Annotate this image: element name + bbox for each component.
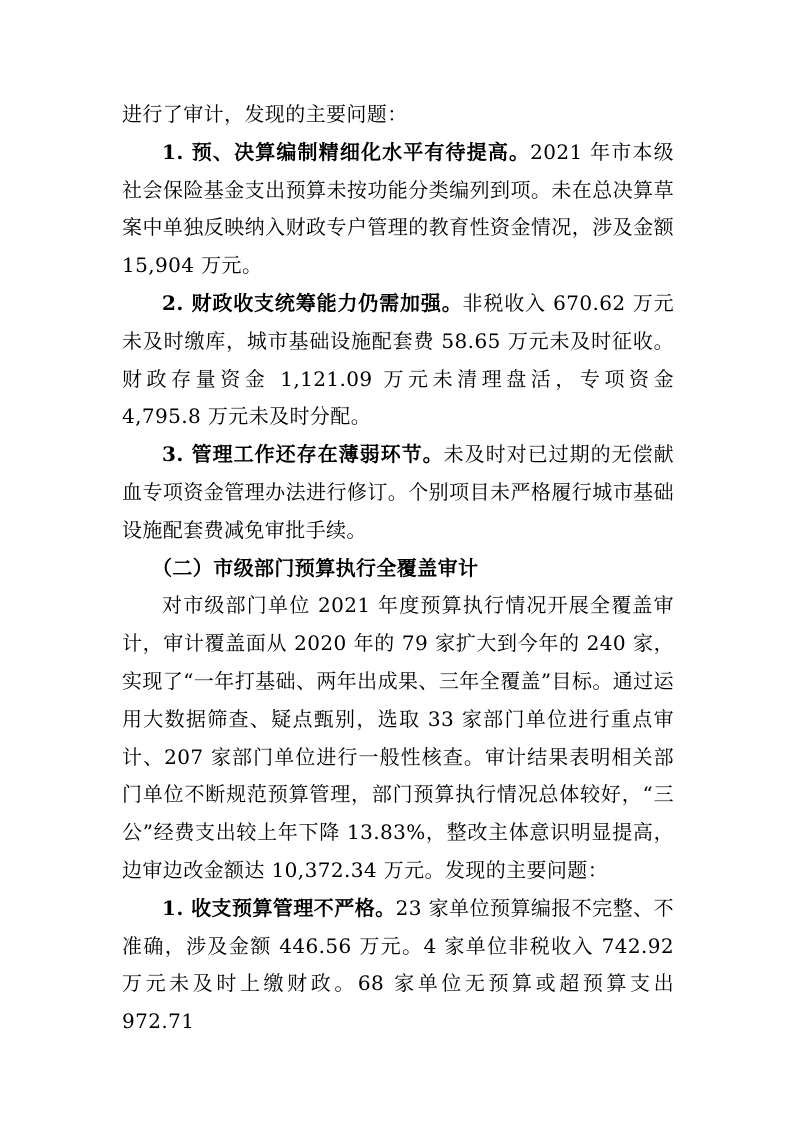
issue-heading: 3. 管理工作还存在薄弱环节。 xyxy=(162,442,444,467)
document-body xyxy=(122,96,674,1041)
paragraph-text: 对市级部门单位 2021 年度预算执行情况开展全覆盖审计，审计覆盖面从 2020 年的 79 家扩大到今年的 240 家，实现了“一年打基础、两年出成果、三年全覆盖”目标。通过运用大数据筛查、疑点甄别，选取 33 家部门单位进行重点审计、207 家部门单位进行一般性核查。审计结果表明相关部门单位不断规范预算管理，部门预算执行情况总体较好，“三公”经费支出较上年下降 13.83%，整改主体意识明显提高，边审边改金额达 10,372.34 万元。发现的主要问题： xyxy=(122,593,674,882)
issue-heading: 2. 财政收支统筹能力仍需加强。 xyxy=(162,290,463,315)
paragraph-section-summary xyxy=(122,587,674,889)
paragraph-intro-continuation xyxy=(122,96,674,134)
paragraph-issue-3 xyxy=(122,436,674,549)
issue-heading: 1. 预、决算编制精细化水平有待提高。 xyxy=(162,139,531,164)
paragraph-text: 2021 年市本级社会保险基金支出预算未按功能分类编列到项。未在总决算草案中单独反映纳入财政专户管理的教育性资金情况，涉及金额 15,904 万元。 xyxy=(122,139,674,278)
paragraph-issue-1 xyxy=(122,134,674,285)
section-heading: （二）市级部门预算执行全覆盖审计 xyxy=(152,555,479,580)
paragraph-text: 非税收入 670.62 万元未及时缴库，城市基础设施配套费 58.65 万元未及时征收。财政存量资金 1,121.09 万元未清理盘活，专项资金 4,795.8 万元未及时分配。 xyxy=(122,290,674,429)
paragraph-text: 23 家单位预算编报不完整、不准确，涉及金额 446.56 万元。4 家单位非税收入 742.92 万元未及时上缴财政。68 家单位无预算或超预算支出 972.71 xyxy=(122,895,674,1034)
paragraph-issue-2 xyxy=(122,285,674,436)
paragraph-issue-budget-management xyxy=(122,890,674,1041)
paragraph-text: 进行了审计，发现的主要问题： xyxy=(122,102,408,126)
issue-heading: 1. 收支预算管理不严格。 xyxy=(162,895,396,920)
paragraph-text: 未及时对已过期的无偿献血专项资金管理办法进行修订。个别项目未严格履行城市基础设施配套费减免审批手续。 xyxy=(122,442,675,542)
